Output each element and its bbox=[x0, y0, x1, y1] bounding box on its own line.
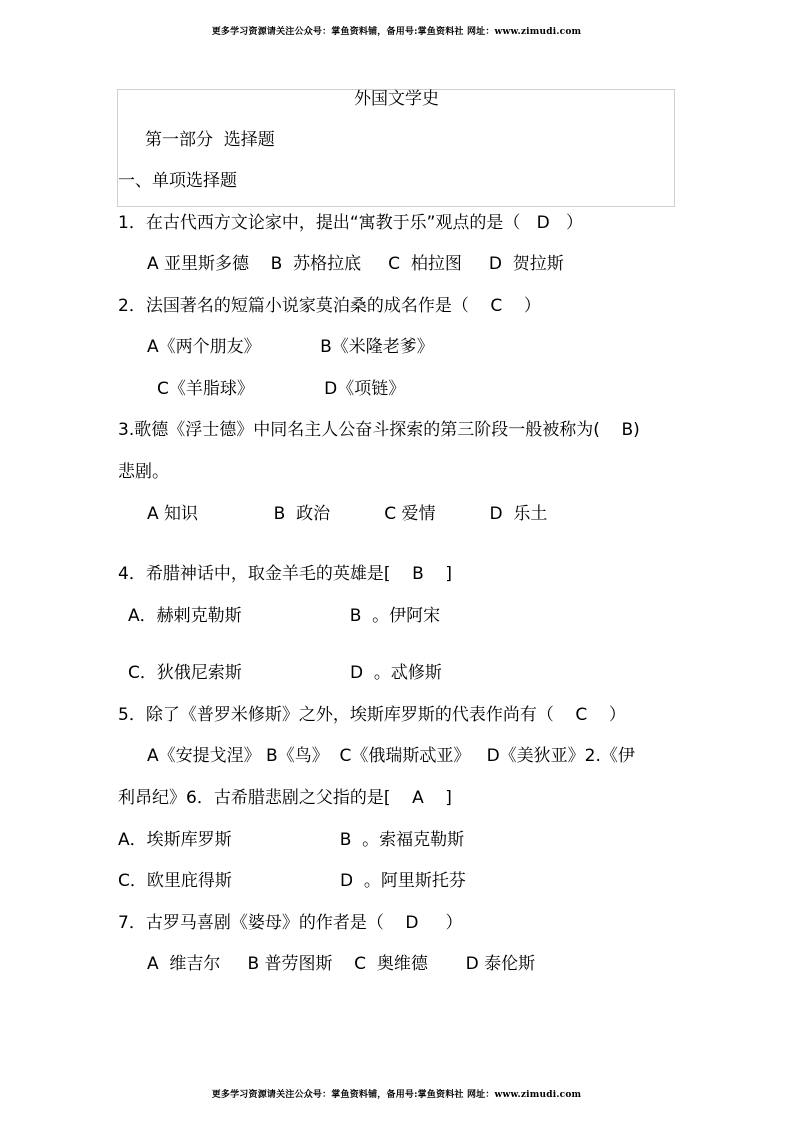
question-1: 1．在古代西方文论家中，提出“寓教于乐”观点的是（ D ） bbox=[118, 213, 583, 233]
question-7-options: A 维吉尔 B 普劳图斯 C 奥维德 D 泰伦斯 bbox=[147, 954, 536, 974]
question-6-options-cd: C．欧里庇得斯 D 。阿里斯托芬 bbox=[118, 871, 466, 891]
question-4: 4．希腊神话中，取金羊毛的英雄是[ B ] bbox=[118, 564, 452, 584]
question-5-options: A《安提戈涅》 B《鸟》 C《俄瑞斯忒亚》 D《美狄亚》2.《伊 bbox=[147, 746, 635, 766]
question-4-options-cd: C．狄俄尼索斯 D 。忒修斯 bbox=[128, 663, 442, 683]
part-heading: 第一部分 选择题 bbox=[145, 130, 275, 150]
question-3: 3.歌德《浮士德》中同名主人公奋斗探索的第三阶段一般被称为( B) bbox=[118, 420, 640, 440]
question-1-options: A 亚里斯多德 B 苏格拉底 C 柏拉图 D 贺拉斯 bbox=[147, 254, 564, 274]
section-heading: 一、单项选择题 bbox=[118, 171, 237, 191]
page-header: 更多学习资源请关注公众号：掌鱼资料铺，备用号:掌鱼资料社 网址：www.zimudi.com bbox=[211, 27, 582, 37]
question-6-options-ab: A．埃斯库罗斯 B 。索福克勒斯 bbox=[118, 830, 465, 850]
question-4-options-ab: A．赫剌克勒斯 B 。伊阿宋 bbox=[128, 606, 441, 626]
question-2: 2．法国著名的短篇小说家莫泊桑的成名作是（ C ） bbox=[118, 296, 541, 316]
question-3-continued: 悲剧。 bbox=[118, 462, 169, 482]
page-footer: 更多学习资源请关注公众号：掌鱼资料铺，备用号:掌鱼资料社 网址：www.zimudi.com bbox=[211, 1090, 582, 1100]
question-2-options-ab: A《两个朋友》 B《米隆老爹》 bbox=[147, 337, 434, 357]
question-3-options: A 知识 B 政治 C 爱情 D 乐土 bbox=[147, 504, 548, 524]
question-7: 7．古罗马喜剧《婆母》的作者是（ D ） bbox=[118, 913, 463, 933]
document-title: 外国文学史 bbox=[354, 89, 439, 109]
question-6: 利昂纪》6．古希腊悲剧之父指的是[ A ] bbox=[118, 788, 452, 808]
question-5: 5．除了《普罗米修斯》之外，埃斯库罗斯的代表作尚有（ C ） bbox=[118, 705, 626, 725]
question-2-options-cd: C《羊脂球》 D《项链》 bbox=[157, 379, 406, 399]
